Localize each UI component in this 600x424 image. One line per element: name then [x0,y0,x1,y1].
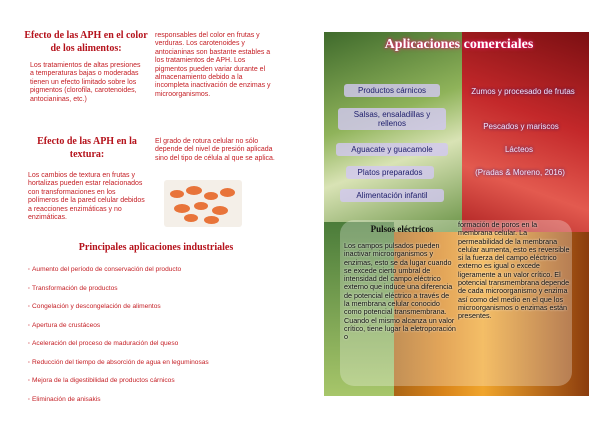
list-item: · Apertura de crustáceos [28,322,298,341]
color-paragraph: Los tratamientos de altas presiones a temperaturas bajas o moderadas tienen un efecto limitado sobre los pigmentos (clorofila, carotenoides, antocianinas, etc.) [30,62,141,103]
pulse-paragraph-right: formación de poros en la membrana celular. La permeabilidad de la membrana celular aumenta, esto es reversible si la fuerza del campo eléctrico externo es igual o excede ligeramente a un valor crítico. El potencial transmembrana depende de cada microorganismo y enzima así como del medio en el que los microorganismos o enzimas están presentes. [458,220,570,321]
meat-background [462,32,589,242]
panel-title: Aplicaciones comerciales [384,37,534,52]
list-item: · Reducción del tiempo de absorción de agua en leguminosas [28,359,298,378]
texture-paragraph-continued: El grado de rotura celular no sólo depende del nivel de presión aplicada sino del tipo de célula al que se aplica. [155,138,275,162]
label-infant-food: Alimentación infantil [340,189,444,202]
list-item: · Aceleración del proceso de maduración del queso [28,340,298,359]
list-item: · Transformación de productos [28,285,298,304]
label-prepared-dishes: Platos preparados [346,166,434,179]
applications-title: Principales aplicaciones industriales [78,242,234,253]
list-item: · Mejora de la digestibilidad de productos cárnicos [28,377,298,396]
label-dairy: Lácteos [504,145,534,154]
list-item: · Aumento del período de conservación del producto [28,266,298,285]
section-title-color: Efecto de las APH en el color de los alimentos: [24,30,148,54]
label-fish-seafood: Pescados y mariscos [483,122,559,131]
shrimp-image [164,180,242,227]
label-juices: Zumos y procesado de frutas [471,87,575,96]
pulse-paragraph-left: Los campos pulsados pueden inactivar microorganismos y enzimas, esto se da lugar cuando se excede cierto umbral de intensidad del campo eléctrico externo que induce una diferencia de potencial eléctrico a través de la membrana celular conocido como potencial transmembrana. Cuando el mismo alcanza un valor crítico, tiene lugar la eletroporación o [344,241,456,342]
texture-paragraph: Los cambios de textura en frutas y hortalizas pueden estar relacionados con transformaciones en los polímeros de la pared celular debidos a reacciones enzimáticas y no enzimáticas. [28,172,145,221]
label-avocado: Aguacate y guacamole [336,143,448,156]
applications-list [28,266,298,414]
vegetables-background [324,32,464,242]
label-meat-products: Productos cárnicos [344,84,440,97]
list-item: · Congelación y descongelación de alimentos [28,303,298,322]
list-item: · Eliminación de anisakis [28,396,298,415]
label-sauces: Salsas, ensaladillas y rellenos [338,108,446,130]
label-citation: (Pradas & Moreno, 2016) [475,168,565,177]
pulse-title: Pulsos eléctricos [370,224,434,234]
color-paragraph-continued: responsables del color en frutas y verduras. Los carotenoides y antocianinas son bastante estables a los tratamientos de APH. Los pigmentos pueden variar durante el almacenamiento debido a la incompleta inactivación de enzimas y microorganismos. [155,32,271,98]
commercial-applications-panel [324,32,589,396]
section-title-texture: Efecto de las APH en la textura: [37,136,137,160]
